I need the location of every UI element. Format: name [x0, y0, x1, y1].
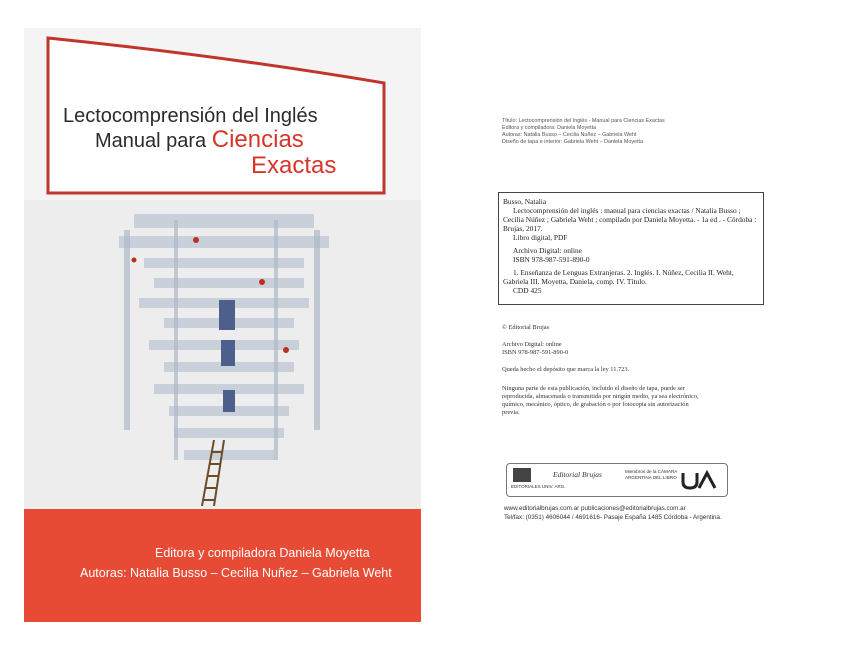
phone-line: Tel/fax: (0351) 4606044 / 4691616- Pasaje España 1485 Córdoba - Argentina. — [504, 514, 722, 521]
book-cover — [24, 28, 421, 622]
title-line-2 — [95, 128, 304, 153]
member-line: Miembros de la CÁMARA — [625, 469, 678, 474]
member-line: ARGENTINA DEL LIBRO — [625, 475, 677, 480]
credit-line: Autoras: Natalia Busso – Cecilia Nuñez – Gabriela Weht — [502, 132, 637, 138]
rights-line: previa. — [502, 409, 520, 416]
rights-line: Ninguna parte de esta publicación, incluido el diseño de tapa, puede ser — [502, 385, 685, 392]
publisher-copyright: © Editorial Brujas — [502, 324, 550, 331]
title-line-1: Lectocomprensión del Inglés — [63, 105, 318, 127]
seal-text: EDITORIALES UNIV. ARG. — [511, 484, 566, 489]
rights-line: reproducida, almacenada o transmitida por ningún medio, ya sea electrónico, — [502, 393, 699, 400]
copyright-page — [480, 110, 780, 540]
credit-line: Diseño de tapa e interior: Gabriela Weht – Daniela Moyetta — [502, 139, 644, 145]
rights-line: químico, mecánico, óptico, de grabación o por fotocopia sin autorización — [502, 401, 689, 408]
editor-line: Editora y compiladora Daniela Moyetta — [155, 546, 370, 560]
cover-footer — [24, 509, 421, 622]
cip-isbn: ISBN 978-987-591-890-0 — [513, 255, 590, 264]
cip-description: Lectocomprensión del inglés : manual para ciencias exactas / Natalia Busso ; Cecilia Núñez ; Gabriela Weht ; compilado por Daniela Moyetta. - 1a ed . - Córdoba : Brujas, 2017. — [503, 206, 757, 233]
isbn-line: ISBN 978-987-591-890-0 — [502, 349, 569, 356]
cip-archive: Archivo Digital: online — [513, 246, 582, 255]
legal-block — [502, 324, 766, 417]
cip-author: Busso, Natalia — [503, 197, 547, 206]
contact-block — [504, 504, 722, 522]
title-line-2-prefix: Manual para — [95, 130, 212, 152]
credit-line: Título: Lectocomprensión del Inglés - Manual para Ciencias Exactas — [502, 118, 665, 124]
cataloging-record — [498, 192, 764, 305]
title-accent-exactas: Exactas — [251, 152, 337, 179]
university-logo-icon — [681, 470, 717, 490]
cip-cdd: CDD 425 — [513, 286, 542, 295]
publisher-logos — [506, 463, 728, 497]
archive-line: Archivo Digital: online — [502, 341, 562, 348]
deposit-line: Queda hecho el depósito que marca la ley 11.723. — [502, 366, 630, 373]
credit-line: Editora y compiladora: Daniela Moyetta — [502, 125, 597, 131]
cover-photo — [24, 200, 421, 509]
publisher-logo: Editorial Brujas — [553, 470, 602, 479]
seal-icon — [513, 468, 531, 482]
cip-format: Libro digital, PDF — [513, 233, 568, 242]
cip-subjects: 1. Enseñanza de Lenguas Extranjeras. 2. Inglés. I. Núñez, Cecilia II. Weht, Gabriela III. Moyetta, Daniela, comp. IV. Título. — [503, 268, 734, 286]
credits-block — [502, 118, 762, 146]
authors-line: Autoras: Natalia Busso – Cecilia Nuñez – Gabriela Weht — [80, 566, 392, 580]
title-accent-ciencias: Ciencias — [211, 126, 304, 153]
member-text — [625, 469, 677, 481]
web-line: www.editorialbrujas.com.ar publicaciones@editorialbrujas.com.ar — [504, 505, 686, 512]
